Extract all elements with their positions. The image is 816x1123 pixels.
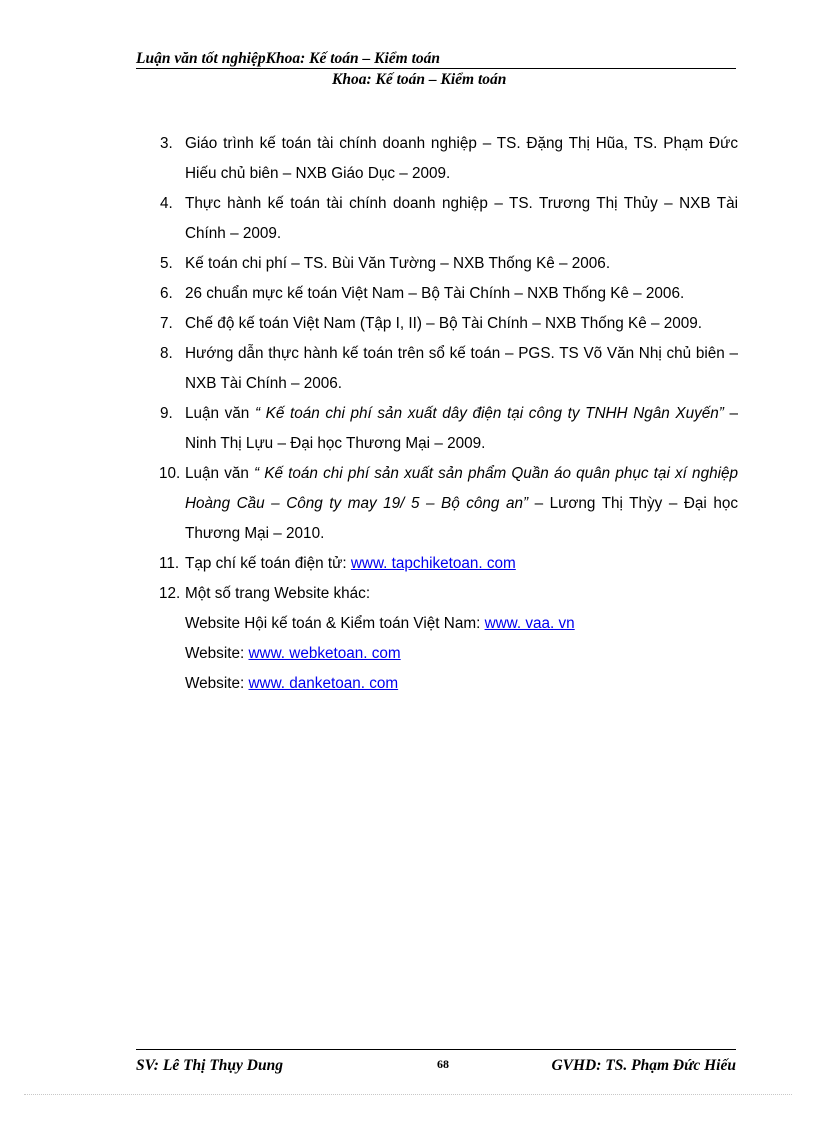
page-footer xyxy=(136,1049,736,1078)
reference-item-3 xyxy=(160,129,738,189)
reference-suffix: – Ninh Thị Lựu – Đại học Thương Mại – 2009. xyxy=(185,405,738,452)
website-label: Website: xyxy=(185,645,249,662)
page-number: 68 xyxy=(437,1057,449,1071)
student-name: SV: Lê Thị Thụy Dung xyxy=(136,1057,283,1074)
reference-number: 8. xyxy=(160,345,173,362)
reference-thesis-title: “ Kế toán chi phí sản xuất sản phẩm Quần áo quân phục tại xí nghiệp Hoàng Cầu – Công ty may 19/ 5 – Bộ công an” xyxy=(185,465,738,512)
vaa-link[interactable]: www. vaa. vn xyxy=(484,615,575,632)
reference-text: Một số trang Website khác: xyxy=(185,585,371,602)
webketoan-link[interactable]: www. webketoan. com xyxy=(248,645,401,662)
reference-number: 5. xyxy=(160,255,173,272)
page-header xyxy=(136,50,736,89)
website-line-vaa xyxy=(185,609,738,639)
website-line-webketoan xyxy=(185,639,738,669)
reference-number: 3. xyxy=(160,135,173,152)
danketoan-link[interactable]: www. danketoan. com xyxy=(248,675,399,692)
footer-row xyxy=(136,1050,736,1078)
reference-number: 11. xyxy=(159,555,180,572)
reference-prefix: Tạp chí kế toán điện tử: xyxy=(185,555,351,572)
reference-text: Hướng dẫn thực hành kế toán trên sổ kế toán – PGS. TS Võ Văn Nhị chủ biên – NXB Tài Chính – 2006. xyxy=(185,345,738,392)
reference-item-9 xyxy=(160,399,738,459)
header-department: Khoa: Kế toán – Kiểm toán xyxy=(332,71,507,88)
reference-item-10 xyxy=(160,459,738,549)
header-title: Luận văn tốt nghiệpKhoa: Kế toán – Kiểm toán xyxy=(136,50,441,67)
reference-item-5 xyxy=(160,249,738,279)
reference-item-4 xyxy=(160,189,738,249)
reference-list xyxy=(160,129,738,699)
reference-text: Thực hành kế toán tài chính doanh nghiệp – TS. Trương Thị Thủy – NXB Tài Chính – 2009. xyxy=(185,195,738,242)
reference-number: 7. xyxy=(160,315,173,332)
website-line-danketoan xyxy=(185,669,738,699)
reference-number: 6. xyxy=(160,285,173,302)
reference-text: Kế toán chi phí – TS. Bùi Văn Tường – NXB Thống Kê – 2006. xyxy=(185,255,611,272)
reference-item-6 xyxy=(160,279,738,309)
reference-number: 4. xyxy=(160,195,173,212)
reference-number: 9. xyxy=(160,405,173,422)
reference-item-12 xyxy=(160,579,738,699)
reference-thesis-title: “ Kế toán chi phí sản xuất dây điện tại công ty TNHH Ngân Xuyến” xyxy=(254,405,724,422)
reference-suffix: – Lương Thị Thỳy – Đại học Thương Mại – 2010. xyxy=(185,495,739,542)
reference-prefix: Luận văn xyxy=(185,465,255,482)
reference-item-11 xyxy=(160,549,738,579)
advisor-name: GVHD: TS. Phạm Đức Hiếu xyxy=(551,1057,736,1074)
reference-item-7 xyxy=(160,309,738,339)
reference-number: 12. xyxy=(159,585,181,602)
tapchiketoan-link[interactable]: www. tapchiketoan. com xyxy=(350,555,516,572)
reference-prefix: Luận văn xyxy=(185,405,255,422)
reference-text: Giáo trình kế toán tài chính doanh nghiệp – TS. Đặng Thị Hũa, TS. Phạm Đức Hiếu chủ biên – NXB Giáo Dục – 2009. xyxy=(185,135,738,182)
reference-text: 26 chuẩn mực kế toán Việt Nam – Bộ Tài Chính – NXB Thống Kê – 2006. xyxy=(185,285,685,302)
website-label: Website: xyxy=(185,675,249,692)
website-label: Website Hội kế toán & Kiểm toán Việt Nam: xyxy=(185,615,485,632)
reference-number: 10. xyxy=(159,465,181,482)
reference-item-8 xyxy=(160,339,738,399)
header-rule xyxy=(136,68,736,69)
page-bottom-border xyxy=(24,1094,792,1095)
reference-text: Chế độ kế toán Việt Nam (Tập I, II) – Bộ Tài Chính – NXB Thống Kê – 2009. xyxy=(185,315,702,332)
